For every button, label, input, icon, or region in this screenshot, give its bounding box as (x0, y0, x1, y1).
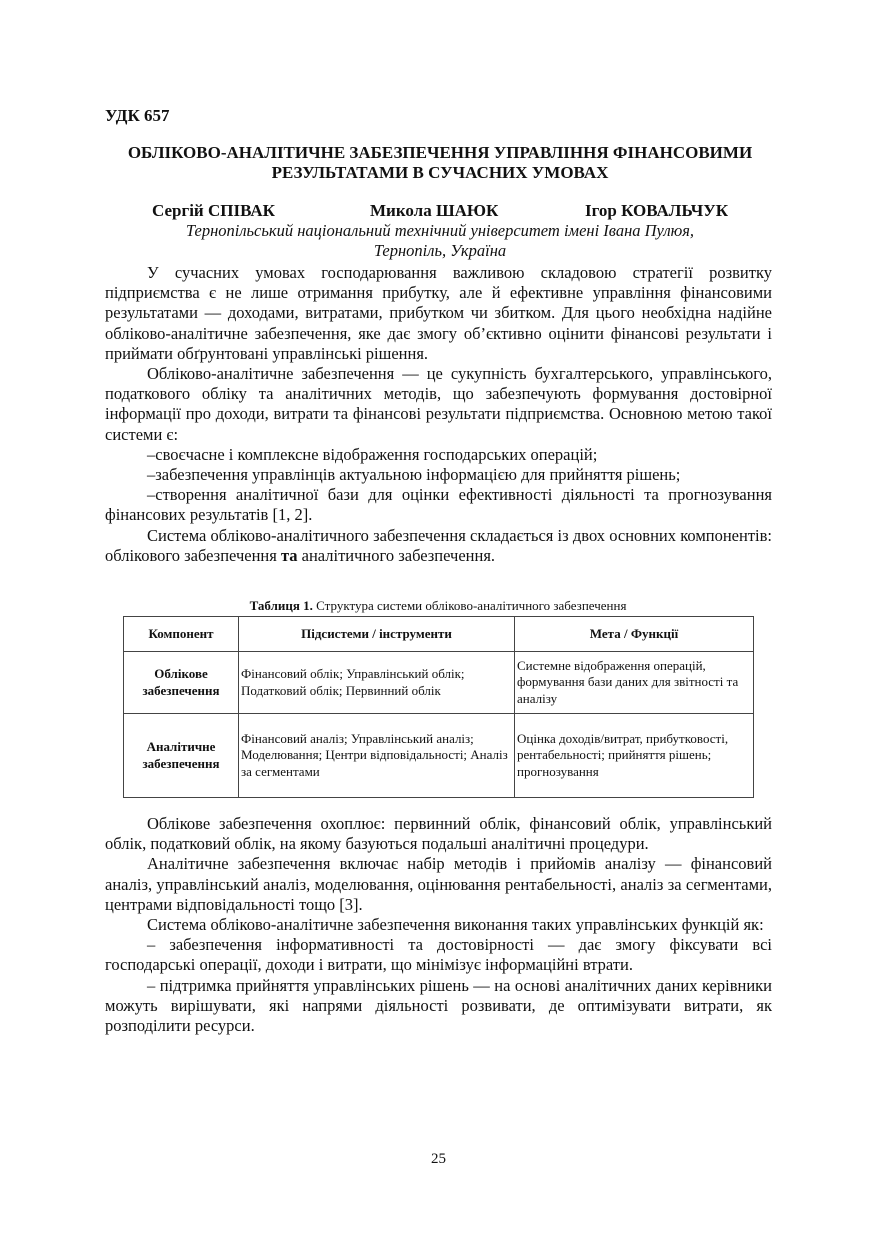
cell-subsystems: Фінансовий облік; Управлінський облік; Податковий облік; Первинний облік (239, 652, 515, 714)
intro-paragraph-2: Обліково-аналітичне забезпечення — це сукупність бухгалтерського, управлінського, податкового обліку та аналітичних методів, що забезпечують формування достовірної інформації про доходи, витрати та фінансові результати підприємства. Основною метою такої системи є: (105, 364, 772, 444)
udk-code: УДК 657 (105, 106, 170, 125)
author-2: Микола ШАЮК (370, 201, 499, 220)
table-caption (123, 598, 753, 614)
function-item-2: – підтримка прийняття управлінських рішень — на основі аналітичних даних керівники можуть вирішувати, які напрями діяльності розвивати, де оптимізувати витрати, як розподілити ресурси. (105, 975, 772, 1036)
body-paragraph-3: Система обліково-аналітичне забезпечення виконання таких управлінських функцій як: (147, 915, 764, 935)
after-table-section (105, 814, 772, 1036)
p3-bold-conjunction: та (280, 545, 298, 565)
table-row (124, 652, 754, 714)
paper-title (105, 143, 775, 183)
title-line-2: РЕЗУЛЬТАТАМИ В СУЧАСНИХ УМОВАХ (271, 163, 609, 182)
author-3: Ігор КОВАЛЬЧУК (585, 201, 729, 220)
cell-component: Облікове забезпечення (124, 652, 239, 714)
table-row (124, 714, 754, 798)
table-caption-text: Структура системи обліково-аналітичного забезпечення (312, 598, 627, 613)
function-item-1: – забезпечення інформативності та достовірності — дає змогу фіксувати всі господарські операції, доходи і витрати, що мінімізує інформаційні втрати. (105, 935, 772, 975)
goal-item-2: –забезпечення управлінців актуальною інформацією для прийняття рішень; (147, 465, 681, 485)
cell-purpose: Оцінка доходів/витрат, прибутковості, рентабельності; прийняття рішень; прогнозування (515, 714, 754, 798)
affiliation-line-2: Тернопіль, Україна (373, 241, 507, 260)
goal-item-1: –своєчасне і комплексне відображення господарських операцій; (147, 444, 598, 464)
cell-purpose: Системне відображення операцій, формування бази даних для звітності та аналізу (515, 652, 754, 714)
table-header-row (124, 617, 754, 652)
p3-text-1: Система обліково-аналітичного забезпечення складається із двох основних компонентів: облікового забезпечення (105, 525, 772, 565)
intro-section (105, 263, 772, 566)
p3-text-2: аналітичного забезпечення. (297, 545, 496, 565)
structure-table (123, 616, 754, 798)
header-purpose: Мета / Функції (515, 617, 754, 652)
cell-component: Аналітичне забезпечення (124, 714, 239, 798)
title-line-1: ОБЛІКОВО-АНАЛІТИЧНЕ ЗАБЕЗПЕЧЕННЯ УПРАВЛІННЯ ФІНАНСОВИМИ (127, 143, 753, 162)
body-paragraph-2: Аналітичне забезпечення включає набір методів і прийомів аналізу — фінансовий аналіз, управлінський аналіз, моделювання, оцінювання рентабельності, аналіз за сегментами, центрами відповідальності тощо [3]. (105, 854, 772, 914)
cell-subsystems: Фінансовий аналіз; Управлінський аналіз; Моделювання; Центри відповідальності; Аналіз за сегментами (239, 714, 515, 798)
intro-paragraph-1: У сучасних умовах господарювання важливою складовою стратегії розвитку підприємства є не лише отримання прибутку, але й ефективне управління фінансовими результатами — доходами, витратами, прибутком чи збитком. Для цього необхідна надійне обліково-аналітичне забезпечення, яке дає змогу об’єктивно оцінити фінансові результати і приймати обґрунтовані управлінські рішення. (105, 263, 772, 363)
page-number: 25 (431, 1151, 446, 1167)
affiliation-line-1: Тернопільський національний технічний університет імені Івана Пулюя, (185, 221, 695, 240)
affiliation (105, 221, 775, 261)
goal-item-3: –створення аналітичної бази для оцінки ефективності діяльності та прогнозування фінансових результатів [1, 2]. (105, 485, 772, 525)
author-1: Сергій СПІВАК (152, 201, 275, 220)
header-component: Компонент (124, 617, 239, 652)
header-subsystems: Підсистеми / інструменти (239, 617, 515, 652)
body-paragraph-1: Облікове забезпечення охоплює: первинний облік, фінансовий облік, управлінський облік, податковий облік, на якому базуються подальші аналітичні процедури. (105, 814, 772, 854)
intro-paragraph-3 (105, 526, 772, 566)
table-caption-label: Таблиця 1. (249, 598, 313, 613)
